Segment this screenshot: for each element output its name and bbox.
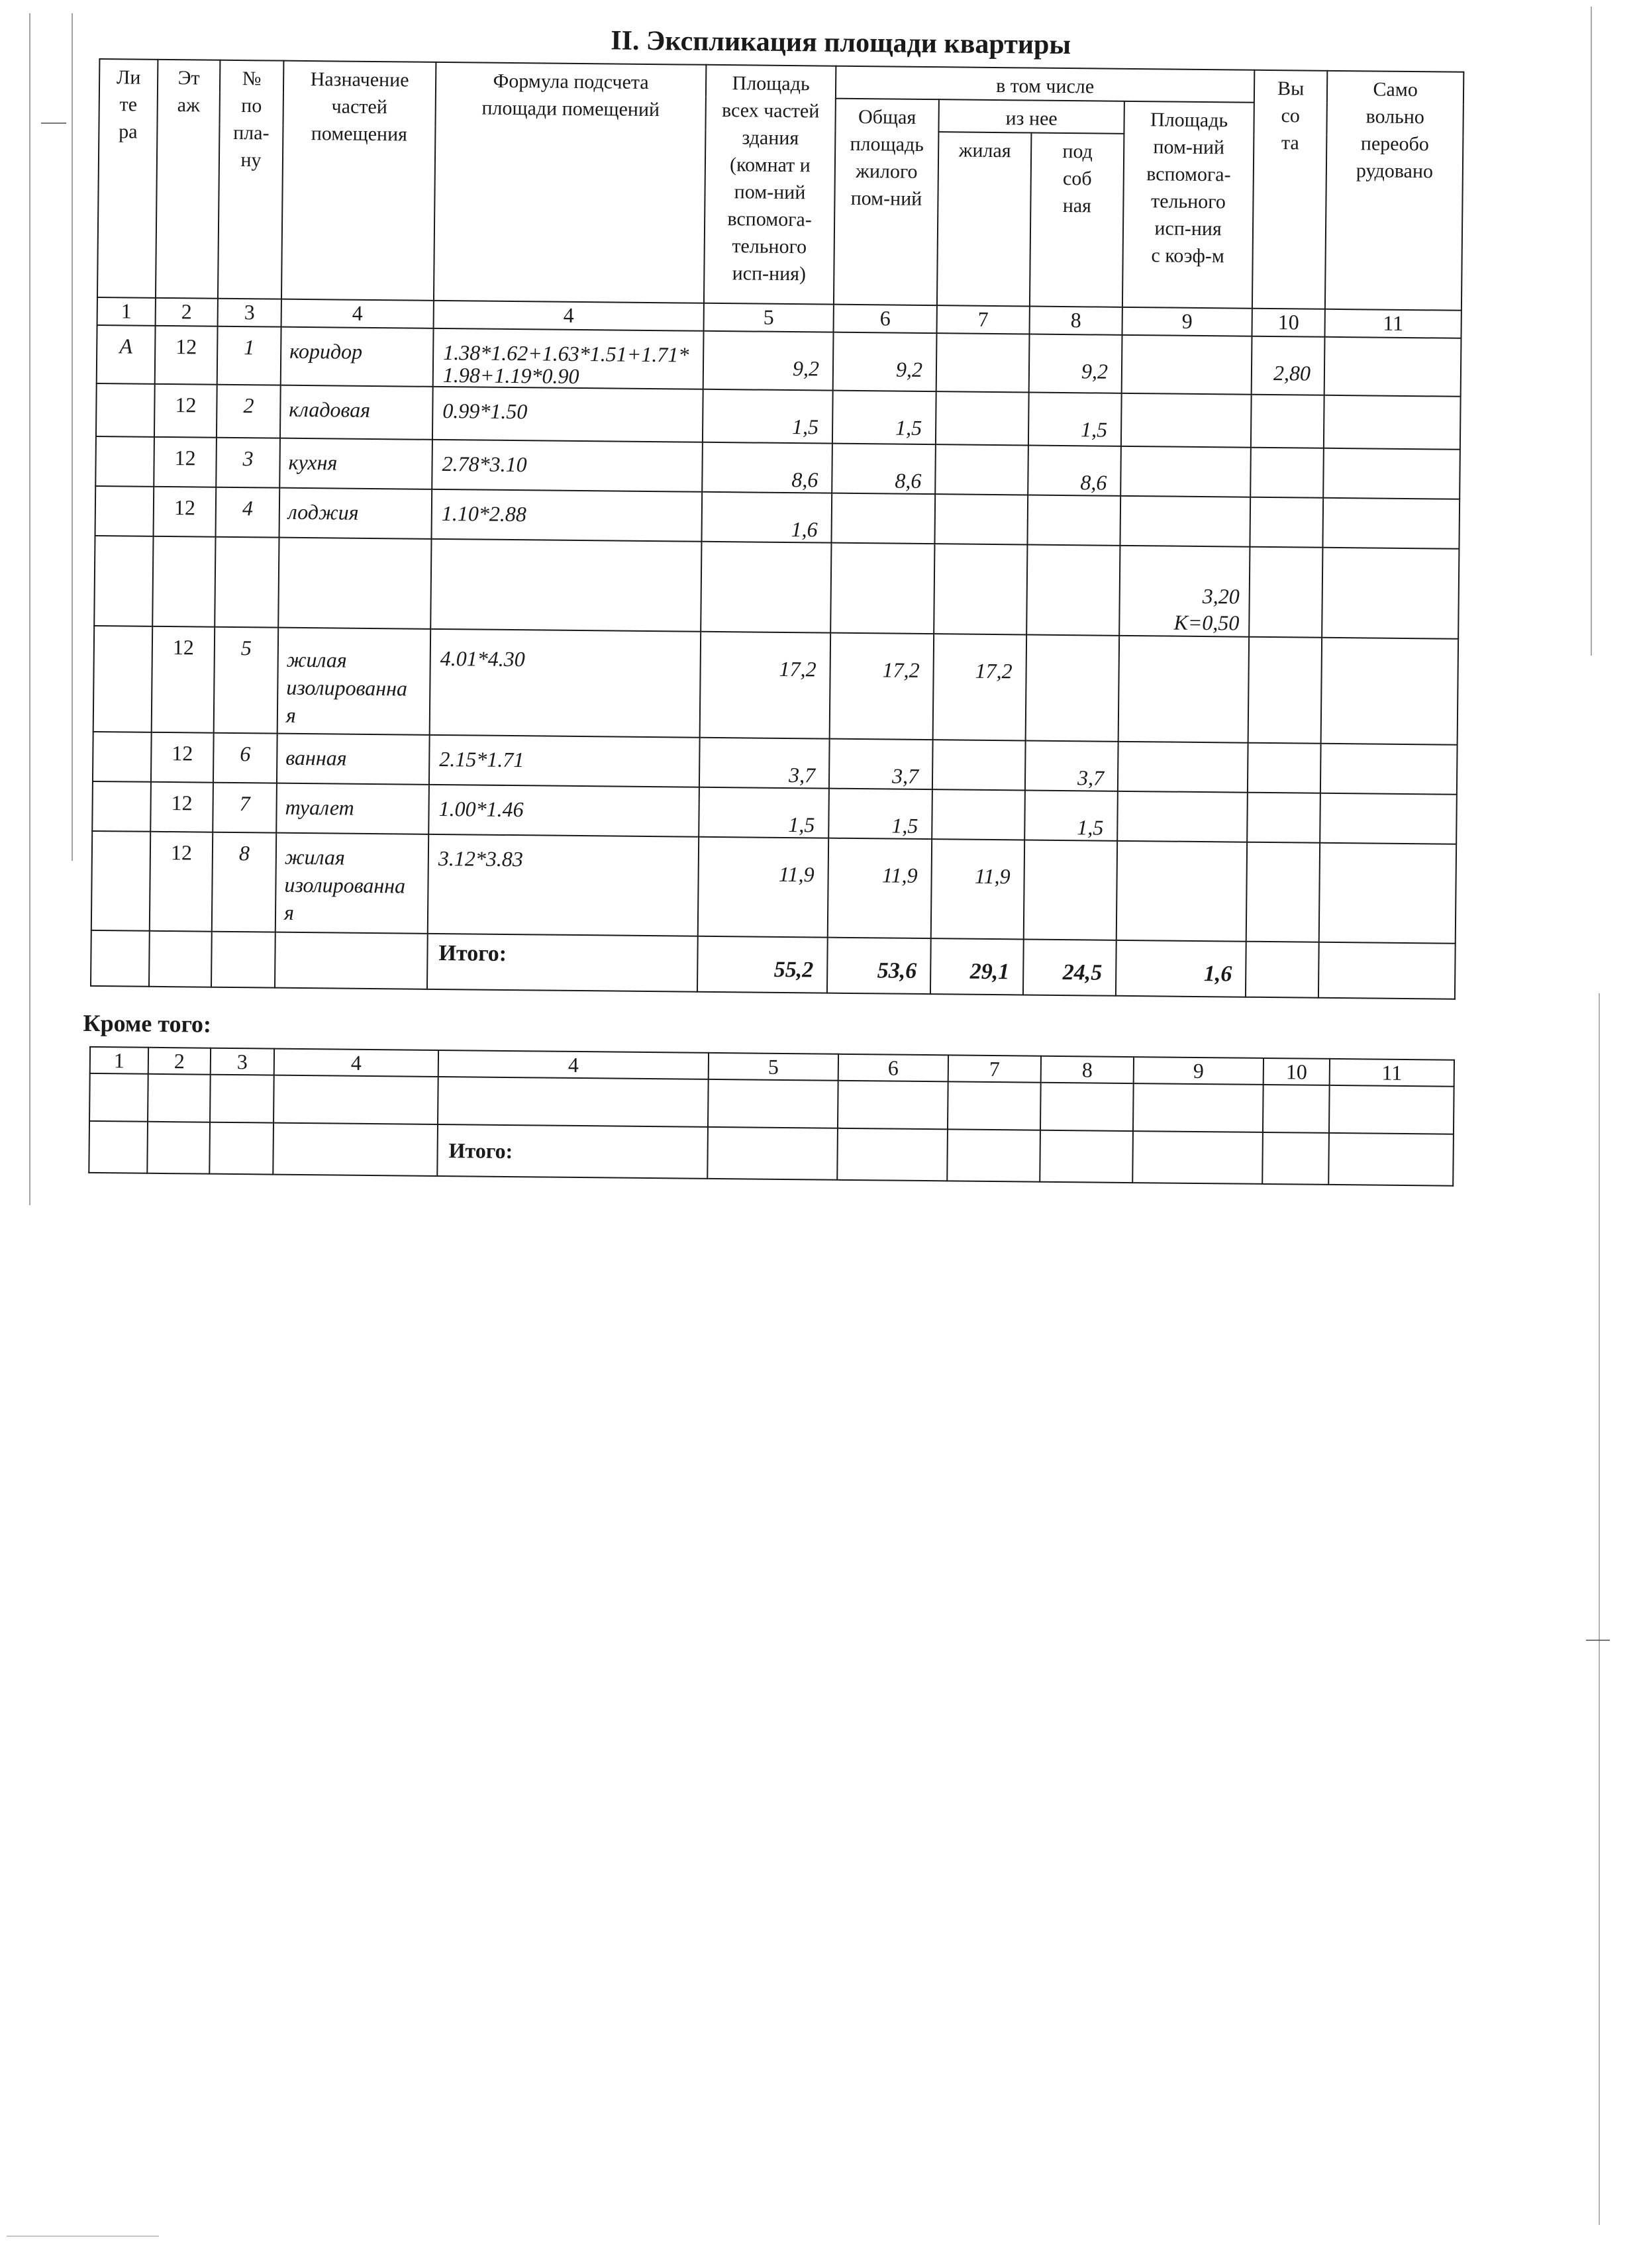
cell-empty [948, 1081, 1041, 1130]
cell-purpose: кладовая [280, 385, 433, 440]
cell-auxiliary [1116, 841, 1247, 942]
cell-empty [273, 1075, 438, 1124]
column-number: 11 [1325, 309, 1462, 338]
column-number: 11 [1330, 1059, 1454, 1087]
cell-litera [95, 486, 154, 536]
column-number: 6 [834, 305, 937, 333]
cell-unauthorized [1323, 448, 1460, 499]
column-number: 1 [90, 1047, 148, 1074]
cell-plan-no: 7 [213, 783, 277, 833]
column-number: 1 [97, 297, 156, 326]
cell-formula: 3.12*3.83 [428, 834, 699, 936]
column-number: 2 [156, 298, 218, 326]
column-number: 3 [218, 299, 281, 327]
header-cell-total-area: Площадь всех частей здания (комнат и пом-ний вспомога- тельного исп-ния) [704, 65, 836, 305]
cell-empty [210, 1075, 274, 1123]
scan-tick-mark [41, 123, 66, 124]
cell-floor: 12 [154, 487, 217, 537]
cell-utility [1026, 544, 1120, 635]
cell-living-total: 1,5 [832, 391, 936, 444]
cell-litera [96, 383, 155, 437]
header-cell-unauthorized: Само вольно переобо рудовано [1325, 71, 1463, 311]
document-content [83, 20, 1490, 1187]
header-cell-utility: под соб ная [1030, 133, 1124, 307]
cell-purpose: жилая изолированна я [277, 628, 431, 735]
cell-litera [94, 536, 153, 626]
cell-empty [147, 1122, 210, 1174]
cell-empty [708, 1079, 838, 1128]
column-number: 8 [1041, 1056, 1134, 1083]
cell-plan-no: 8 [212, 832, 276, 932]
cell-purpose: кухня [279, 438, 432, 489]
cell-formula [430, 539, 701, 632]
cell-litera [93, 626, 153, 732]
cell-litera [95, 436, 154, 487]
cell-unauthorized [1319, 843, 1456, 944]
cell-empty [947, 1129, 1040, 1181]
cell-formula: 4.01*4.30 [430, 629, 701, 738]
cell-height [1246, 842, 1320, 942]
section-title-besides: Кроме того: [83, 1009, 212, 1038]
column-number: 2 [148, 1048, 211, 1075]
column-number: 4 [438, 1050, 709, 1079]
cell-living-total: 17,2 [830, 633, 934, 740]
cell-utility [1027, 495, 1120, 545]
cell-empty [1040, 1130, 1133, 1183]
cell-living [934, 494, 1028, 544]
header-cell-litera: Ли те ра [97, 59, 158, 298]
cell-plan-no: 6 [213, 733, 277, 783]
cell-height [1247, 793, 1320, 843]
header-cell-height: Вы со та [1252, 70, 1327, 309]
cell-utility: 8,6 [1028, 445, 1121, 495]
column-number: 10 [1252, 309, 1325, 337]
cell-auxiliary [1122, 335, 1252, 395]
cell-purpose: жилая изолированна я [275, 833, 428, 934]
cell-floor [152, 536, 215, 627]
cell-auxiliary [1118, 636, 1250, 743]
cell-empty [89, 1073, 148, 1122]
cell-empty [211, 932, 275, 988]
cell-living [936, 391, 1029, 445]
cell-floor: 12 [155, 326, 218, 385]
column-number: 5 [704, 303, 834, 332]
cell-living [934, 544, 1027, 634]
column-number: 7 [948, 1055, 1041, 1082]
cell-litera: А [97, 325, 156, 384]
cell-purpose [278, 538, 431, 629]
cell-plan-no: 4 [216, 487, 280, 538]
cell-empty [1318, 942, 1456, 999]
cell-empty [1328, 1133, 1454, 1186]
column-number: 9 [1134, 1057, 1263, 1085]
cell-total-area: 1,5 [699, 787, 829, 838]
cell-plan-no: 3 [216, 438, 280, 488]
cell-empty [837, 1128, 948, 1181]
header-row [99, 59, 1463, 105]
cell-empty [1262, 1132, 1329, 1185]
cell-auxiliary [1121, 393, 1252, 448]
cell-living-total: 3,7 [829, 739, 933, 789]
cell-total-area: 1,6 [701, 492, 832, 543]
cell-unauthorized [1322, 498, 1460, 549]
cell-total-area: 9,2 [703, 331, 834, 391]
cell-empty [1246, 942, 1319, 998]
cell-formula: 2.15*1.71 [429, 735, 700, 787]
cell-height: 2,80 [1252, 336, 1325, 395]
cell-auxiliary [1120, 446, 1251, 497]
cell-floor: 12 [152, 626, 215, 733]
cell-floor: 12 [154, 437, 217, 487]
page-title: II. Экспликация площади квартиры [611, 25, 1071, 61]
cell-living [932, 789, 1025, 840]
scan-edge-line [72, 13, 73, 861]
header-cell-floor: Эт аж [156, 60, 220, 299]
cell-empty [209, 1122, 273, 1175]
cell-formula: 2.78*3.10 [432, 440, 703, 492]
header-cell-living: жилая [937, 132, 1032, 306]
cell-total-area: 17,2 [700, 632, 831, 739]
column-number: 4 [274, 1049, 438, 1077]
cell-height [1248, 743, 1321, 793]
cell-unauthorized [1322, 548, 1459, 639]
cell-utility: 1,5 [1024, 790, 1118, 840]
cell-purpose: ванная [277, 734, 430, 785]
cell-living [932, 740, 1026, 790]
cell-empty [149, 931, 212, 987]
column-number: 6 [838, 1054, 948, 1082]
cell-purpose: лоджия [279, 488, 432, 539]
header-cell-plan-no: № по пла- ну [218, 60, 283, 299]
cell-auxiliary [1120, 496, 1250, 547]
cell-living [936, 333, 1030, 392]
cell-empty [1040, 1083, 1134, 1131]
cell-living [935, 444, 1028, 495]
cell-living: 17,2 [933, 634, 1027, 740]
cell-empty [89, 1121, 148, 1173]
cell-auxiliary [1117, 791, 1248, 842]
cell-utility [1026, 634, 1120, 741]
scan-edge-line [7, 2236, 159, 2237]
column-number: 4 [434, 301, 704, 331]
cell-plan-no: 2 [217, 385, 281, 438]
header-cell-living-total: Общая площадь жилого пом-ний [834, 99, 939, 305]
header-cell-purpose: Назначение частей помещения [281, 61, 436, 301]
scan-edge-line [29, 13, 30, 1205]
cell-unauthorized [1320, 793, 1457, 844]
scan-edge-line [1591, 7, 1592, 656]
cell-utility [1024, 840, 1117, 940]
cell-total-area: 1,5 [703, 389, 833, 444]
cell-empty [275, 932, 428, 989]
cell-total-area: 3,7 [699, 738, 830, 789]
cell-empty [273, 1123, 438, 1176]
cell-total-area [701, 542, 831, 633]
cell-empty [438, 1077, 709, 1127]
cell-auxiliary [1118, 742, 1248, 793]
cell-unauthorized [1321, 638, 1459, 745]
column-number: 7 [937, 305, 1030, 334]
cell-height [1250, 497, 1323, 548]
cell-empty [1329, 1085, 1454, 1134]
cell-empty [1132, 1131, 1263, 1184]
header-cell-including: в том числе [836, 66, 1254, 103]
total-auxiliary: 1,6 [1116, 940, 1246, 997]
column-number: 5 [709, 1053, 838, 1081]
additional-table [88, 1046, 1455, 1187]
header-cell-auxiliary: Площадь пом-ний вспомога- тельного исп-ния с коэф-м [1122, 101, 1254, 309]
cell-utility: 9,2 [1029, 334, 1122, 393]
cell-formula: 0.99*1.50 [432, 387, 703, 442]
cell-floor: 12 [151, 732, 214, 783]
cell-unauthorized [1324, 337, 1462, 397]
cell-living-total: 11,9 [828, 838, 932, 938]
cell-utility: 3,7 [1025, 740, 1118, 791]
column-number: 10 [1263, 1058, 1330, 1085]
cell-floor: 12 [154, 384, 217, 438]
cell-litera [91, 831, 150, 931]
cell-utility: 1,5 [1028, 392, 1122, 446]
cell-living: 11,9 [931, 839, 1024, 939]
table-row [94, 536, 1459, 639]
header-cell-formula: Формула подсчета площади помещений [434, 62, 706, 303]
header-cell-of-which: из нее [938, 99, 1124, 134]
cell-litera [92, 781, 151, 832]
cell-height [1250, 448, 1324, 498]
cell-living-total [830, 543, 934, 634]
cell-purpose: коридор [281, 327, 434, 387]
cell-formula: 1.10*2.88 [431, 489, 702, 542]
cell-living-total: 9,2 [833, 332, 937, 391]
cell-auxiliary: 3,20 К=0,50 [1119, 546, 1250, 637]
cell-empty [838, 1081, 948, 1130]
cell-empty [707, 1127, 838, 1180]
cell-empty [1133, 1083, 1263, 1132]
cell-total-area: 11,9 [698, 837, 828, 938]
total-label: Итого: [427, 934, 698, 992]
cell-empty [1263, 1085, 1330, 1133]
total-label: Итого: [437, 1124, 708, 1179]
cell-empty [91, 930, 150, 987]
cell-plan-no [215, 537, 279, 628]
cell-empty [148, 1074, 211, 1122]
scan-tick-mark [1586, 1640, 1610, 1641]
cell-total-area: 8,6 [702, 442, 832, 493]
cell-plan-no: 5 [214, 627, 279, 734]
cell-formula: 1.38*1.62+1.63*1.51+1.71* 1.98+1.19*0.90 [433, 328, 704, 389]
total-area: 55,2 [697, 936, 828, 993]
cell-formula: 1.00*1.46 [428, 785, 699, 837]
cell-living-total: 8,6 [832, 444, 936, 494]
table-row [91, 831, 1456, 944]
cell-height [1251, 395, 1324, 448]
table-row [93, 626, 1458, 745]
cell-litera [93, 732, 152, 782]
cell-plan-no: 1 [217, 326, 281, 385]
total-living: 29,1 [930, 938, 1024, 995]
cell-floor: 12 [150, 832, 213, 932]
cell-unauthorized [1324, 395, 1461, 450]
cell-height [1248, 637, 1322, 744]
cell-floor: 12 [150, 782, 213, 832]
column-number: 9 [1122, 307, 1252, 336]
cell-purpose: туалет [276, 783, 429, 834]
total-utility: 24,5 [1023, 939, 1116, 995]
explication-table [90, 58, 1464, 1000]
column-number: 8 [1030, 307, 1122, 335]
cell-living-total [831, 493, 935, 544]
cell-unauthorized [1320, 744, 1458, 795]
cell-living-total: 1,5 [828, 789, 932, 839]
scan-edge-line [1599, 993, 1600, 2225]
column-number: 4 [281, 299, 434, 328]
cell-height [1249, 547, 1322, 638]
column-number: 3 [211, 1048, 274, 1075]
total-living-total: 53,6 [827, 938, 931, 994]
